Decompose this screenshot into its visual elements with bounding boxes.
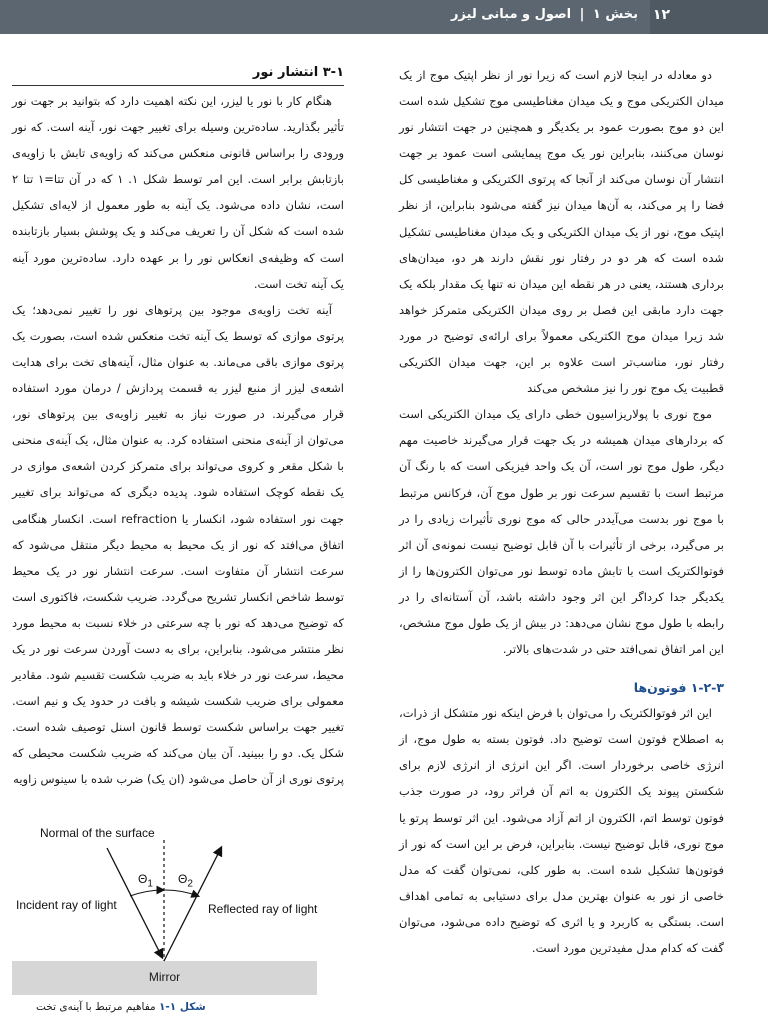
theta1-arc [130,890,163,896]
body-paragraph: آینه تخت زاویه‌ی موجود بین پرتوهای نور را تغییر نمی‌دهد؛ یک پرتوی موازی که توسط یک آینه تخت منعکس شده است، بصورت یک پرتوی موازی باقی می‌ماند. به عنوان مثال، آینه‌های تخت برای هدایت اشعه‌ی لیزر از منبع لیزر به قسمت پردازش / درمان مورد استفاده قرار می‌گیرند. در صورت نیاز به تغییر زاویه‌ی بین پرتوهای نور، می‌توان از آینه‌ی منحنی استفاده کرد. به عنوان مثال، یک آینه‌ی منحنی با شکل مقعر و کروی می‌تواند برای متمرکز کردن اشعه‌ی موازی در یک نقطه کوچک استفاده شود. پدیده دیگری که می‌تواند برای تغییر جهت نور استفاده شود، انکسار یا refraction است. انکسار هنگامی اتفاق می‌افتد که نور از یک محیط به محیط دیگر منتقل می‌شود که سرعت انتشار آن متفاوت است. سرعت انتشار نور در یک محیط توسط شاخص انکسار تشریح می‌گردد. ضریب شکست، فاکتوری است که توضیح می‌دهد که نور با چه سرعتی در خلاء نسبت به محیط مورد نظر منتشر می‌شود. بنابراین، برای به دست آوردن سرعت نور در یک محیط، سرعت نور در خلاء باید به ضریب شکست تقسیم شود. مقادیر معمولی برای ضریب شکست شیشه و بافت در حدود یک و نیم است. تغییر جهت براساس شکست توسط قانون اسنل توصیف شده است. شکل یک. دو را ببینید. آن بیان می‌کند که ضریب شکست محیطی که پرتوی نوری از آن حاصل می‌شود (ان یک) ضرب شده با سینوس زاویه [12,302,344,787]
theta2-arc [165,890,198,896]
body-paragraph: دو معادله در اینجا لازم است که زیرا نور از نظر اپتیک موج از یک میدان الکتریکی موج و یک میدان مغناطیسی موج تشکیل شده است این دو موج بصورت عمود بر یکدیگر و همچنین در جهت انتشار نور نوسان می‌کنند، بنابراین نور یک موج پیمایشی است عمود بر جهت انتشار آن نوسان می‌کند از آنجا که پرتوی الکتریکی و مغناطیسی کل فضا را پر می‌کند، به آن‌ها میدان نیز گفته می‌شود بنابراین، از نظر اپتیک موج، نور از یک میدان الکتریکی و یک میدان مغناطیسی تشکیل شده است که هر دو در رفتار نور نقش دارند هر دو، میدان‌های برداری هستند، یعنی در هر نقطه این میدان نه تنها یک مقدار بلکه یک جهت دارد مابقی این فصل بر روی میدان الکتریکی متمرکز خواهد شد زیرا میدان موج الکتریکی معمولاً برای ارائه‌ی توضیح در مورد رفتار نور، مناسب‌تر است علاوه بر این، جهت میدان الکتریکی قطبیت یک موج نور را نیز مشخص می‌کند [399,68,724,396]
mirror-reflection-figure [12,818,344,1018]
normal-label: Normal of the surface [40,826,155,840]
right-column [399,62,724,961]
section-title: ۳-۱ انتشار نور [12,62,344,86]
chapter-separator: | [579,7,585,22]
mirror-label: Mirror [148,970,181,984]
caption-number: شکل ۱-۱ [159,1001,206,1013]
theta2-subscript: 2 [187,878,193,890]
body-paragraph: این اثر فوتوالکتریک را می‌توان با فرض اینکه نور متشکل از ذرات، به اصطلاح فوتون است توضیح داد. فوتون بسته به طول موج، از انرژی خاصی برخوردار است. اگر این انرژی از انرژی لازم برای شکستن پیوند یک الکترون به اتم آن فراتر رود، در صورت جذب فوتون توسط اتم، الکترون از اتم آزاد می‌شود. این اثر توسط پرتو یا موج نوری، قابل توضیح نیست. بنابراین، فرض بر این است که نور از فوتون‌ها تشکیل شده است. به طور کلی، نمی‌توان گفت که مدل خاصی از نور به عنوان بهترین مدل برای دستیابی به تمامی اهداف است. بستگی به کاربرد و یا اثری که توضیح داده می‌شود، می‌توان گفت که کدام مدل مفیدترین مورد است. [399,706,724,955]
body-paragraph: موج نوری با پولاریزاسیون خطی دارای یک میدان الکتریکی است که بردارهای میدان همیشه در یک جهت قرار می‌گیرند خاصیت مهم دیگر، طول موج نور است، آن یک واحد فیزیکی است که با رنگ آن مرتبط است با تقسیم سرعت نور بر طول موج آن، فرکانس مرتبط با موج نور بدست می‌آیددر حالی که موج نوری تأثیرات زیادی را در بر می‌گیرد، برخی از تأثیرات با آن قابل توضیح نیست نمونه‌ی آن اثر فوتوالکتریک است با تابش ماده توسط نور می‌توان الکترون‌ها را از یکدیگر جدا کرداگر این اثر وجود داشته باشد، آن آستانه‌ای را در رابطه با طول موج نشان می‌دهد: در بیش از یک طول موج مشخص، این امر اتفاق نمی‌افتد حتی در شدت‌های بالاتر. [399,407,724,657]
theta1-symbol: Θ [138,872,148,886]
reflection-diagram [12,818,344,1018]
page-header [0,0,768,34]
theta1-label [138,872,153,889]
figure-caption [36,1001,206,1013]
body-paragraph: هنگام کار با نور یا لیزر، این نکته اهمیت دارد که بتوانید بر جهت نور تأثیر بگذارید. ساده‌ترین وسیله برای تغییر جهت نور، آینه است. که نور ورودی را براساس قانونی منعکس می‌کند که زاویه‌ی تابش با زاویه‌ی بازتابش برابر است. این امر توسط شکل ۱. ۱ که در آن تتا=۱ تتا ۲ است، نشان داده می‌شود. یک آینه به طور معمول از لایه‌ای تشکیل شده است که شکل آن را تعریف می‌کند و یک پوشش بسیار بازتابنده است که وظیفه‌ی انعکاس نور را بر عهده دارد. ساده‌ترین مورد آینه یک آینه تخت است. [12,94,345,291]
chapter-heading [451,7,638,22]
page-number: ۱۲ [652,7,670,23]
left-column [12,62,344,793]
theta2-label [178,872,193,889]
caption-text: مفاهیم مرتبط با آینه‌ی تخت [36,1001,156,1013]
subsection-title: ۱-۲-۳ فوتون‌ها [633,680,724,696]
chapter-title: اصول و مبانی لیزر [450,7,572,22]
reflected-label: Reflected ray of light [208,902,318,916]
theta1-subscript: 1 [147,878,153,890]
chapter-label: بخش ۱ [592,7,638,22]
incident-label: Incident ray of light [16,898,117,912]
theta2-symbol: Θ [178,872,188,886]
